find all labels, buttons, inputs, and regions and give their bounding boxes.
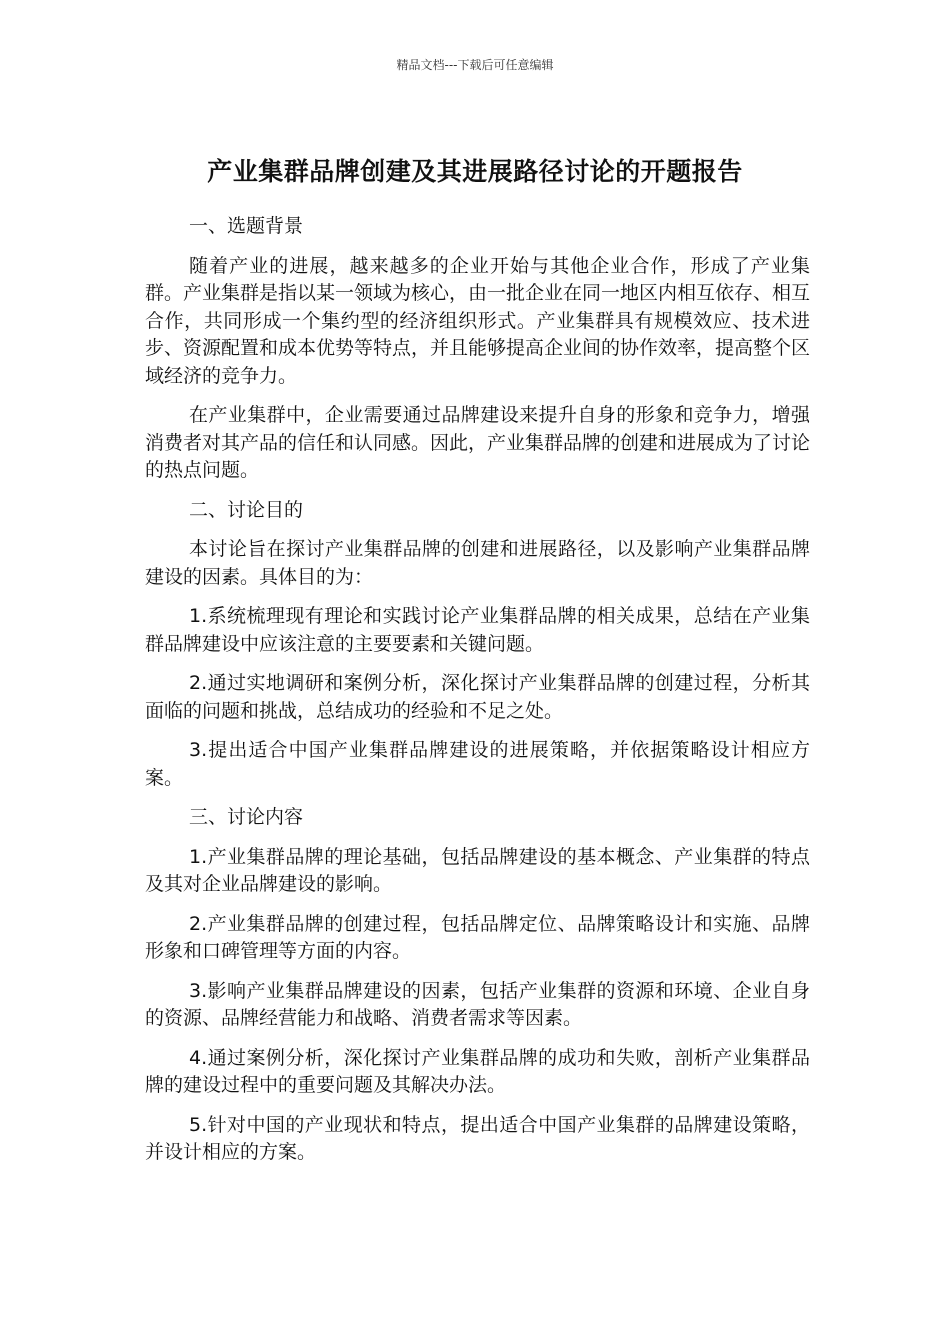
list-item-content-4: 4.通过案例分析，深化探讨产业集群品牌的成功和失败，剖析产业集群品牌的建设过程中的重要问题及其解决办法。 [145,1046,810,1096]
list-item-content-2: 2.产业集群品牌的创建过程，包括品牌定位、品牌策略设计和实施、品牌形象和口碑管理等方面的内容。 [145,912,810,962]
page-header-note: 精品文档---下载后可任意编辑 [396,58,554,72]
section-heading-background: 一、选题背景 [189,215,304,237]
list-item-purpose-2: 2.通过实地调研和案例分析，深化探讨产业集群品牌的创建过程，分析其面临的问题和挑战，总结成功的经验和不足之处。 [145,672,810,722]
paragraph-background-1: 随着产业的进展，越来越多的企业开始与其他企业合作，形成了产业集群。产业集群是指以某一领域为核心，由一批企业在同一地区内相互依存、相互合作，共同形成一个集约型的经济组织形式。产业集群具有规模效应、技术进步、资源配置和成本优势等特点，并且能够提高企业间的协作效率，提高整个区域经济的竞争力。 [145,254,811,387]
list-item-content-5: 5.针对中国的产业现状和特点，提出适合中国产业集群的品牌建设策略，并设计相应的方案。 [145,1113,810,1163]
paragraph-purpose-intro: 本讨论旨在探讨产业集群品牌的创建和进展路径，以及影响产业集群品牌建设的因素。具体目的为： [145,538,810,588]
list-item-purpose-3: 3.提出适合中国产业集群品牌建设的进展策略，并依据策略设计相应方案。 [145,739,810,789]
document-title: 产业集群品牌创建及其进展路径讨论的开题报告 [207,156,743,186]
section-heading-content: 三、讨论内容 [189,806,304,828]
list-item-content-3: 3.影响产业集群品牌建设的因素，包括产业集群的资源和环境、企业自身的资源、品牌经营能力和战略、消费者需求等因素。 [145,979,810,1029]
document-body [145,213,810,1179]
section-heading-purpose: 二、讨论目的 [189,498,304,521]
list-item-purpose-1: 1.系统梳理现有理论和实践讨论产业集群品牌的相关成果，总结在产业集群品牌建设中应该注意的主要要素和关键问题。 [145,605,810,655]
paragraph-background-2: 在产业集群中，企业需要通过品牌建设来提升自身的形象和竞争力，增强消费者对其产品的信任和认同感。因此，产业集群品牌的创建和进展成为了讨论的热点问题。 [145,404,811,481]
list-item-content-1: 1.产业集群品牌的理论基础，包括品牌建设的基本概念、产业集群的特点及其对企业品牌建设的影响。 [145,845,810,895]
